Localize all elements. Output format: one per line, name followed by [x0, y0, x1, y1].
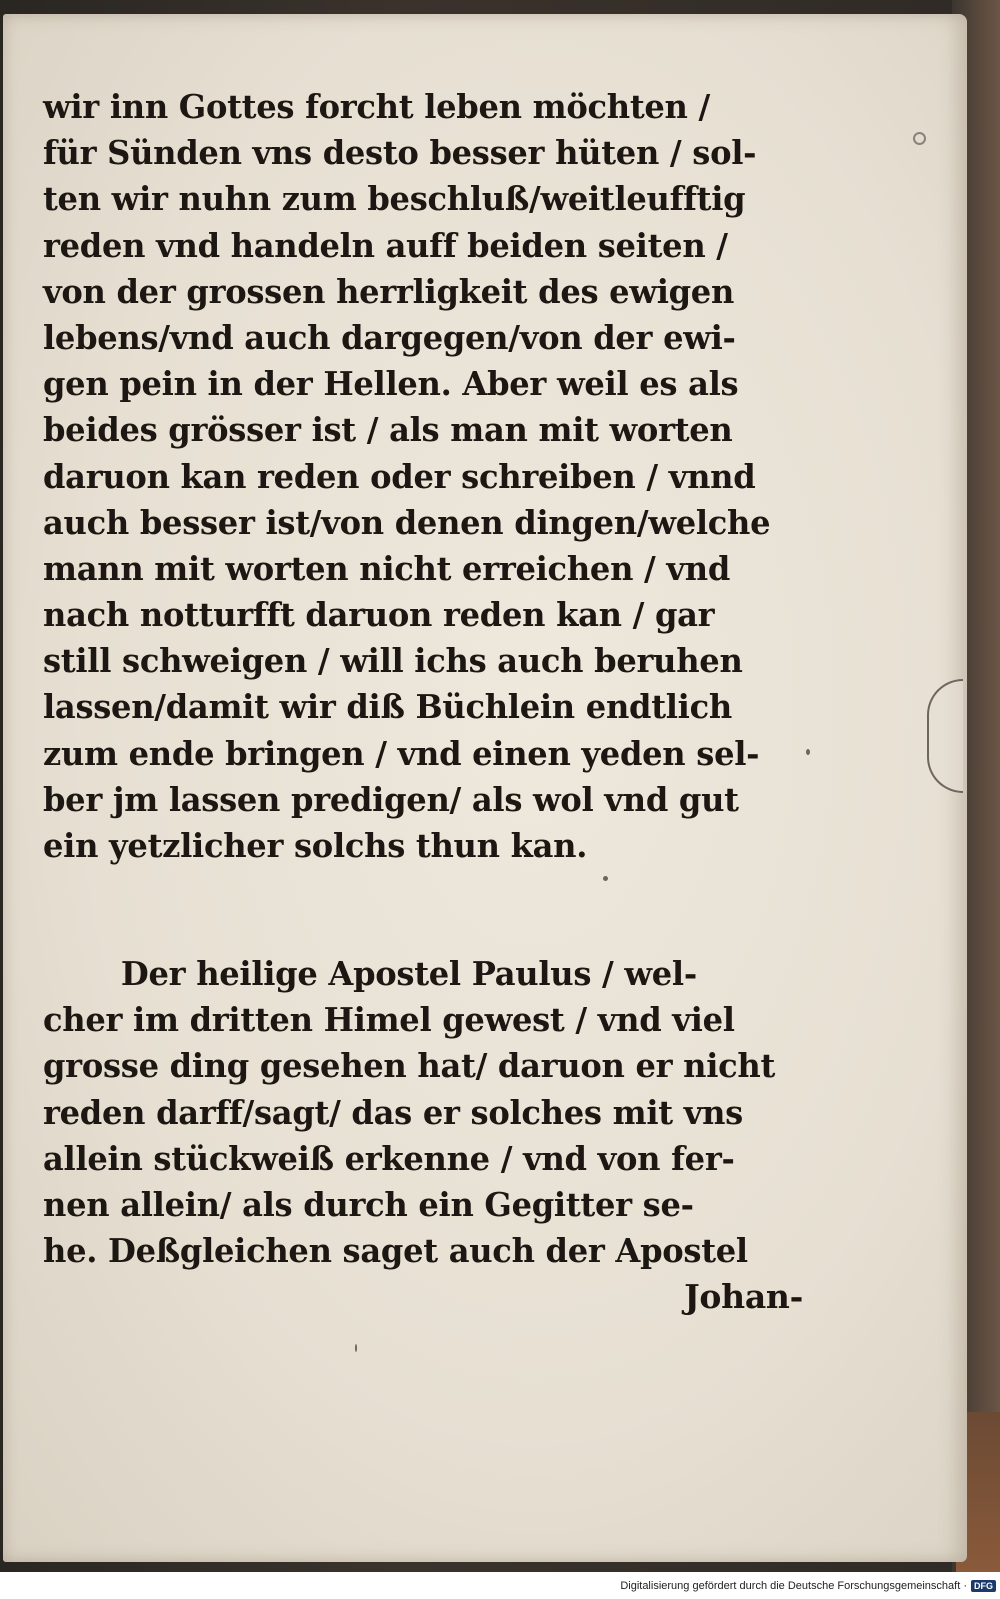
paper-speck: [603, 876, 608, 881]
text-line: reden vnd handeln auff beiden seiten /: [43, 225, 728, 265]
text-line: mann mit worten nicht erreichen / vnd: [43, 548, 731, 588]
text-line: lebens/vnd auch dargegen/von der ewi-: [43, 317, 736, 357]
text-line: Der heilige Apostel Paulus / wel-: [120, 954, 697, 993]
page-fold-mark: [927, 679, 963, 793]
text-line: he. Deßgleichen saget auch der Apostel: [43, 1231, 748, 1271]
text-line: allein stückweiß erkenne / vnd von fer-: [43, 1138, 735, 1178]
text-line: gen pein in der Hellen. Aber weil es als: [43, 364, 739, 404]
paragraph-2: [43, 951, 803, 1321]
text-line: nen allein/ als durch ein Gegitter se-: [43, 1184, 694, 1224]
text-line: ten wir nuhn zum beschluß/weitleufftig: [43, 179, 746, 219]
text-line: still schweigen / will ichs auch beruhen: [43, 641, 743, 681]
text-line: grosse ding gesehen hat/ daruon er nicht: [43, 1046, 776, 1086]
paper-speck: [806, 749, 810, 755]
text-line: cher im dritten Himel gewest / vnd viel: [43, 1000, 735, 1040]
text-line: wir inn Gottes forcht leben möchten /: [43, 87, 710, 126]
catchword: Johan-: [684, 1277, 803, 1317]
text-line: ein yetzlicher solchs thun kan.: [43, 826, 588, 865]
text-line: reden darff/sagt/ das er solches mit vns: [43, 1092, 743, 1132]
text-line: beides grösser ist / als man mit worten: [43, 410, 733, 450]
paper-page: [3, 14, 967, 1562]
paragraph-1: [43, 84, 803, 869]
dfg-logo-icon: DFG: [971, 1580, 996, 1592]
footer-credit: Digitalisierung gefördert durch die Deutsche Forschungsgemeinschaft ·: [620, 1580, 967, 1592]
digitization-footer: [620, 1577, 996, 1595]
text-line: ber jm lassen predigen/ als wol vnd gut: [43, 779, 739, 819]
text-line: lassen/damit wir diß Büchlein endtlich: [43, 687, 732, 727]
text-line: von der grossen herrligkeit des ewigen: [43, 271, 735, 311]
text-line: daruon kan reden oder schreiben / vnnd: [43, 456, 756, 496]
paper-speck: [913, 132, 926, 145]
paper-speck: [355, 1344, 357, 1352]
text-line: für Sünden vns desto besser hüten / sol-: [43, 133, 757, 173]
text-line: auch besser ist/von denen dingen/welche: [43, 502, 771, 542]
text-line: zum ende bringen / vnd einen yeden sel-: [43, 733, 760, 773]
text-line: nach notturfft daruon reden kan / gar: [43, 595, 715, 635]
